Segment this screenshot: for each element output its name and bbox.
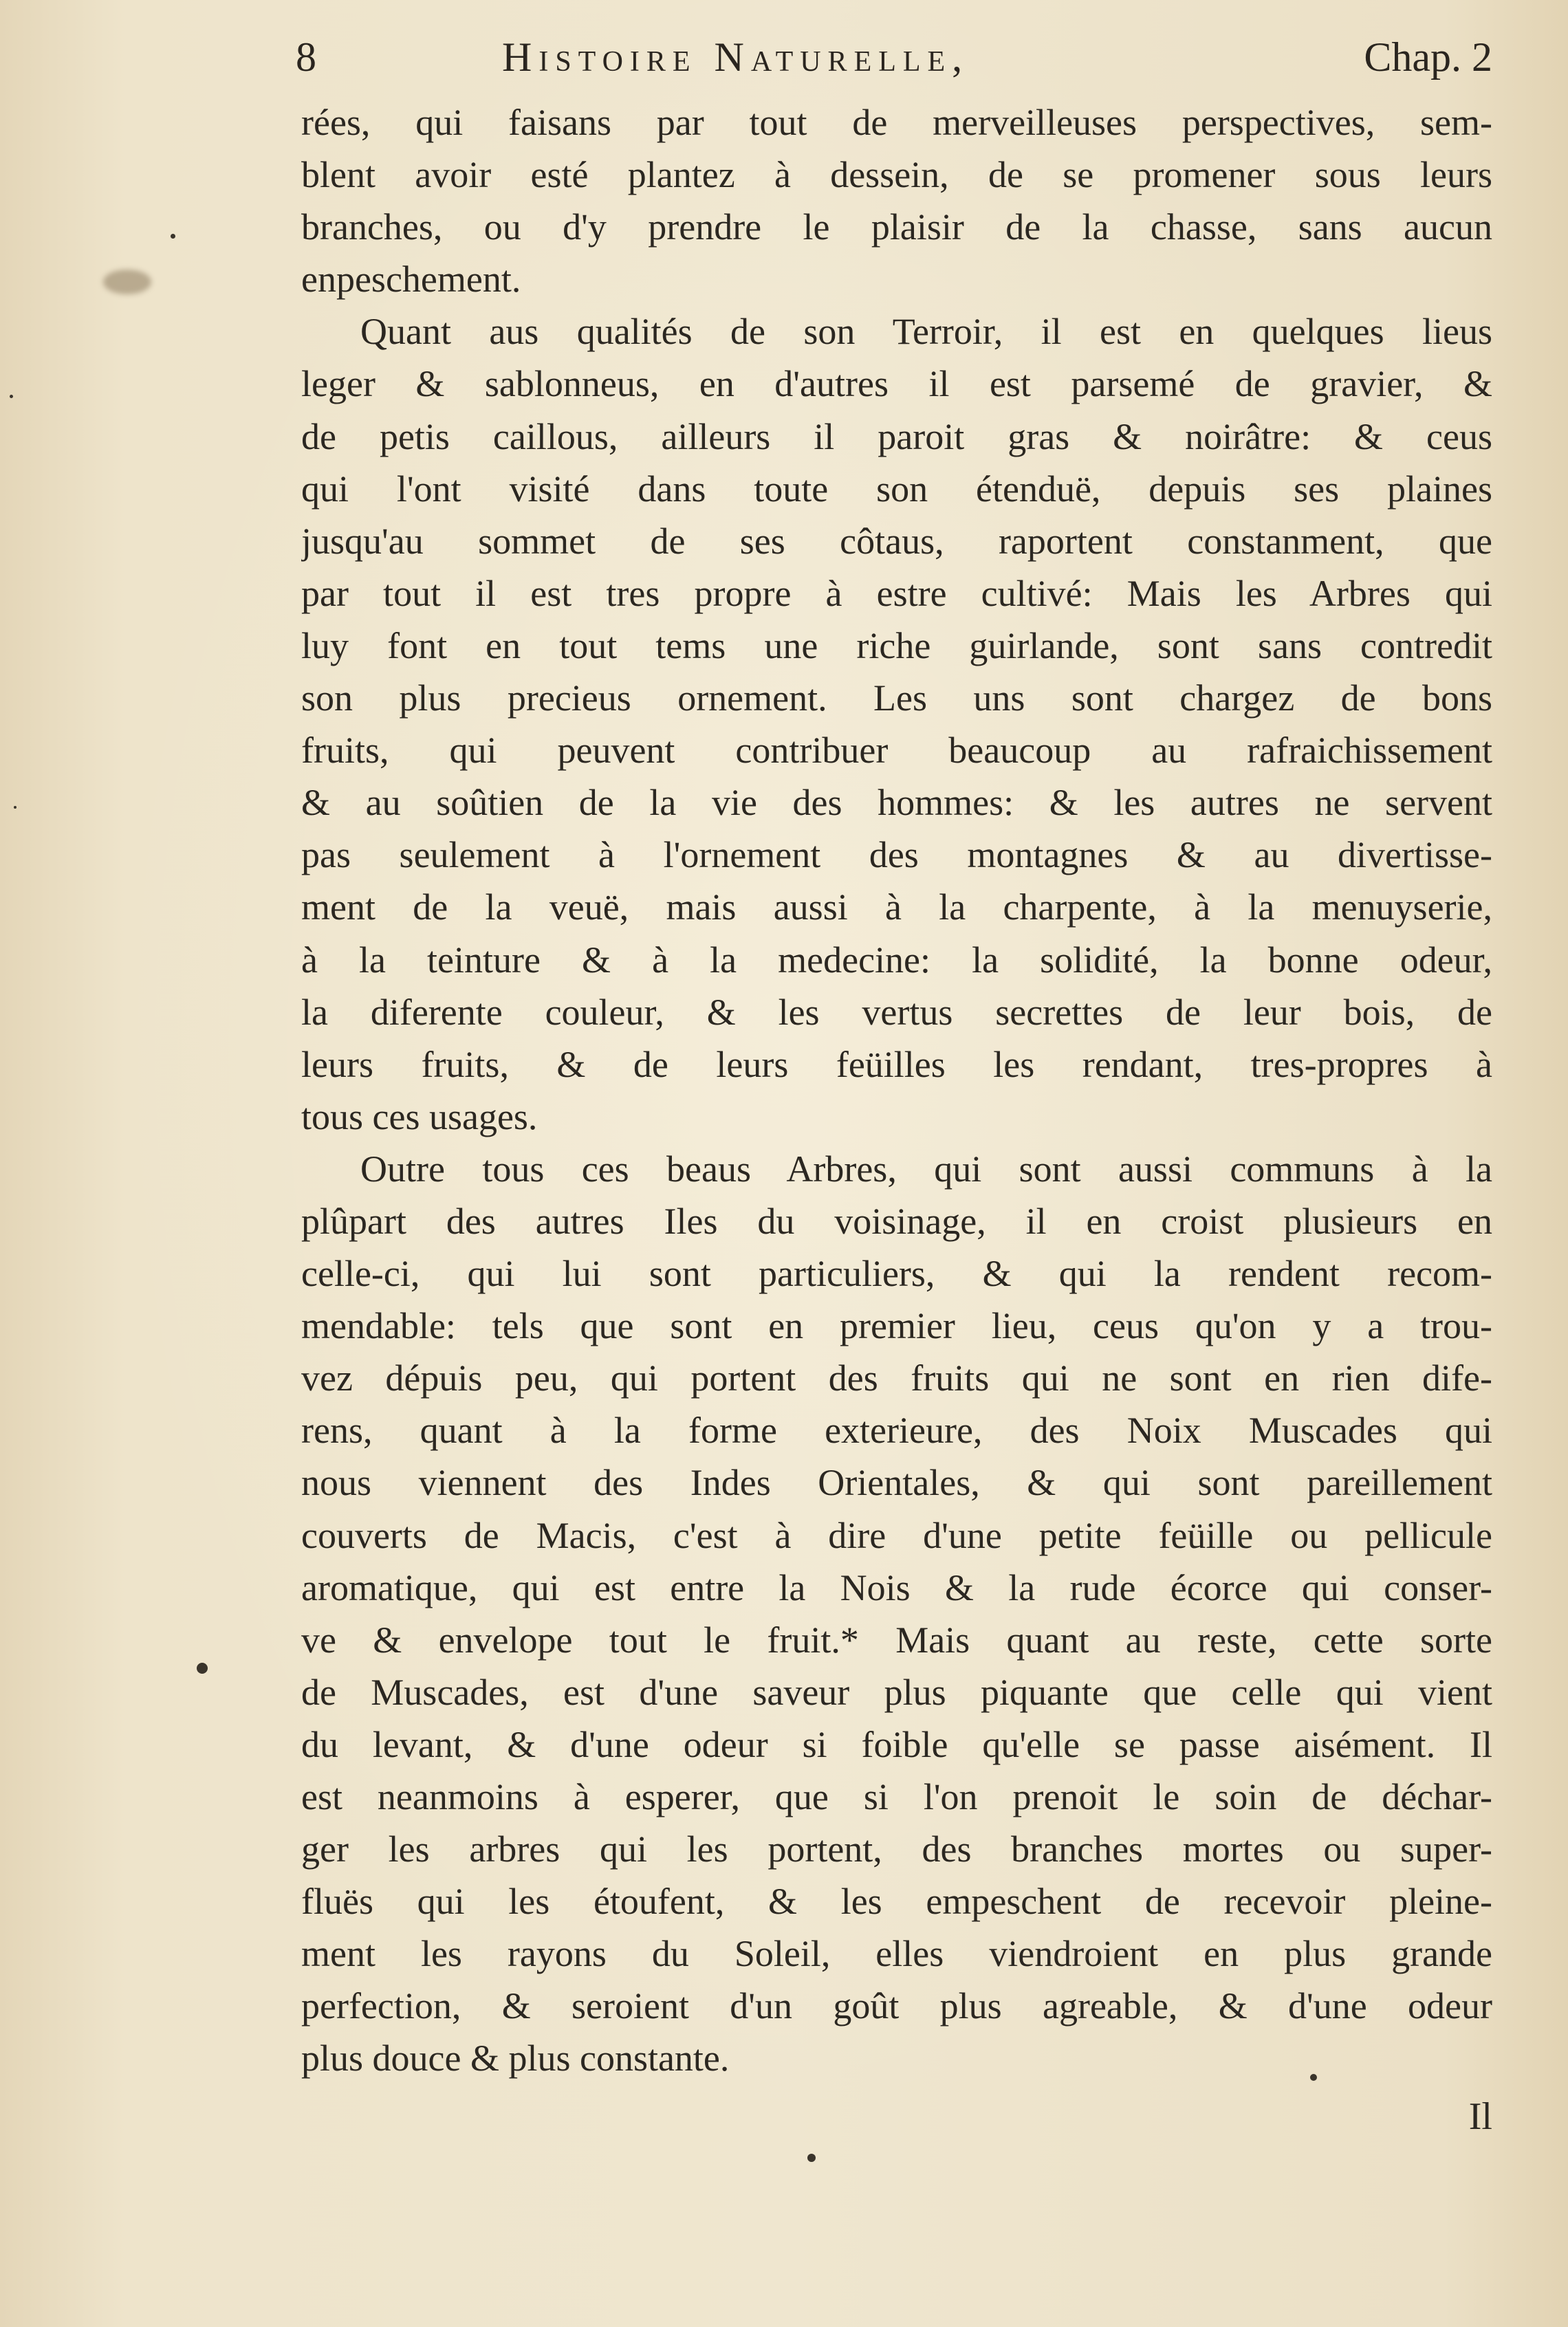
catchword: Il xyxy=(1468,2095,1492,2138)
text-line: enpeschement. xyxy=(301,259,521,301)
text-line: rens, quant à la forme exterieure, des Noix Muscades qui xyxy=(301,1410,1492,1452)
text-line: jusqu'au sommet de ses côtaus, raportent constanment, que xyxy=(301,520,1492,562)
text-line: leurs fruits, & de leurs feüilles les rendant, tres-propres à xyxy=(301,1043,1492,1085)
text-line: plus douce & plus constante. xyxy=(301,2038,730,2079)
text-line: fluës qui les étoufent, & les empeschent de recevoir pleine- xyxy=(301,1881,1492,1923)
text-line: son plus precieus ornement. Les uns sont chargez de bons xyxy=(301,677,1492,719)
text-line: tous ces usages. xyxy=(301,1095,538,1137)
text-line: rées, qui faisans par tout de merveilleuses perspectives, sem- xyxy=(301,102,1492,143)
text-line: à la teinture & à la medecine: la solidité, la bonne odeur, xyxy=(301,939,1492,981)
text-line: mendable: tels que sont en premier lieu, ceus qu'on y a trou- xyxy=(301,1305,1492,1347)
ink-speck xyxy=(807,2154,816,2162)
text-line: qui l'ont visité dans toute son étenduë, depuis ses plaines xyxy=(301,468,1492,510)
text-line: nous viennent des Indes Orientales, & qui sont pareillement xyxy=(301,1462,1492,1504)
text-line: blent avoir esté plantez à dessein, de se promener sous leurs xyxy=(301,154,1492,196)
chapter-label: Chap. 2 xyxy=(1364,34,1492,80)
text-line: branches, ou d'y prendre le plaisir de la chasse, sans aucun xyxy=(301,206,1492,248)
ink-speck xyxy=(10,395,13,398)
text-line: la diferente couleur, & les vertus secrettes de leur bois, de xyxy=(301,991,1492,1033)
text-line: de Muscades, est d'une saveur plus piquante que celle qui vient xyxy=(301,1671,1492,1713)
ink-speck xyxy=(14,806,17,809)
page-number: 8 xyxy=(296,34,316,80)
text-line: ger les arbres qui les portent, des branches mortes ou super- xyxy=(301,1828,1492,1870)
text-line: vez dépuis peu, qui portent des fruits qui ne sont en rien dife- xyxy=(301,1357,1492,1399)
text-line: ve & envelope tout le fruit.* Mais quant au reste, cette sorte xyxy=(301,1619,1492,1661)
text-line: du levant, & d'une odeur si foible qu'elle se passe aisément. Il xyxy=(301,1723,1492,1765)
ink-speck xyxy=(1310,2074,1317,2081)
text-line: Quant aus qualités de son Terroir, il est en quelques lieus xyxy=(360,311,1492,353)
text-line: par tout il est tres propre à estre cultivé: Mais les Arbres qui xyxy=(301,572,1492,614)
text-line: leger & sablonneus, en d'autres il est parsemé de gravier, & xyxy=(301,363,1492,405)
text-line: & au soûtien de la vie des hommes: & les autres ne servent xyxy=(301,782,1492,824)
text-line: luy font en tout tems une riche guirlande, sont sans contredit xyxy=(301,624,1492,666)
ink-speck xyxy=(197,1663,208,1674)
body-text xyxy=(301,96,1492,2085)
ink-speck xyxy=(171,234,175,239)
paper-smudge xyxy=(103,270,151,294)
text-line: ment de la veuë, mais aussi à la charpente, à la menuyserie, xyxy=(301,886,1492,928)
text-line: couverts de Macis, c'est à dire d'une petite feüille ou pellicule xyxy=(301,1514,1492,1556)
text-line: fruits, qui peuvent contribuer beaucoup au rafraichissement xyxy=(301,730,1492,772)
running-title: Histoire Naturelle, xyxy=(502,34,970,80)
text-line: plûpart des autres Iles du voisinage, il en croist plusieurs en xyxy=(301,1200,1492,1242)
text-line: Outre tous ces beaus Arbres, qui sont aussi communs à la xyxy=(360,1148,1492,1190)
text-line: aromatique, qui est entre la Nois & la rude écorce qui conser- xyxy=(301,1566,1492,1608)
page-header xyxy=(296,26,1492,88)
text-line: ment les rayons du Soleil, elles viendroient en plus grande xyxy=(301,1933,1492,1975)
text-line: pas seulement à l'ornement des montagnes & au divertisse- xyxy=(301,834,1492,876)
text-line: est neanmoins à esperer, que si l'on prenoit le soin de déchar- xyxy=(301,1776,1492,1817)
text-line: celle-ci, qui lui sont particuliers, & qui la rendent recom- xyxy=(301,1253,1492,1295)
text-line: de petis caillous, ailleurs il paroit gras & noirâtre: & ceus xyxy=(301,415,1492,457)
text-line: perfection, & seroient d'un goût plus agreable, & d'une odeur xyxy=(301,1985,1492,2027)
